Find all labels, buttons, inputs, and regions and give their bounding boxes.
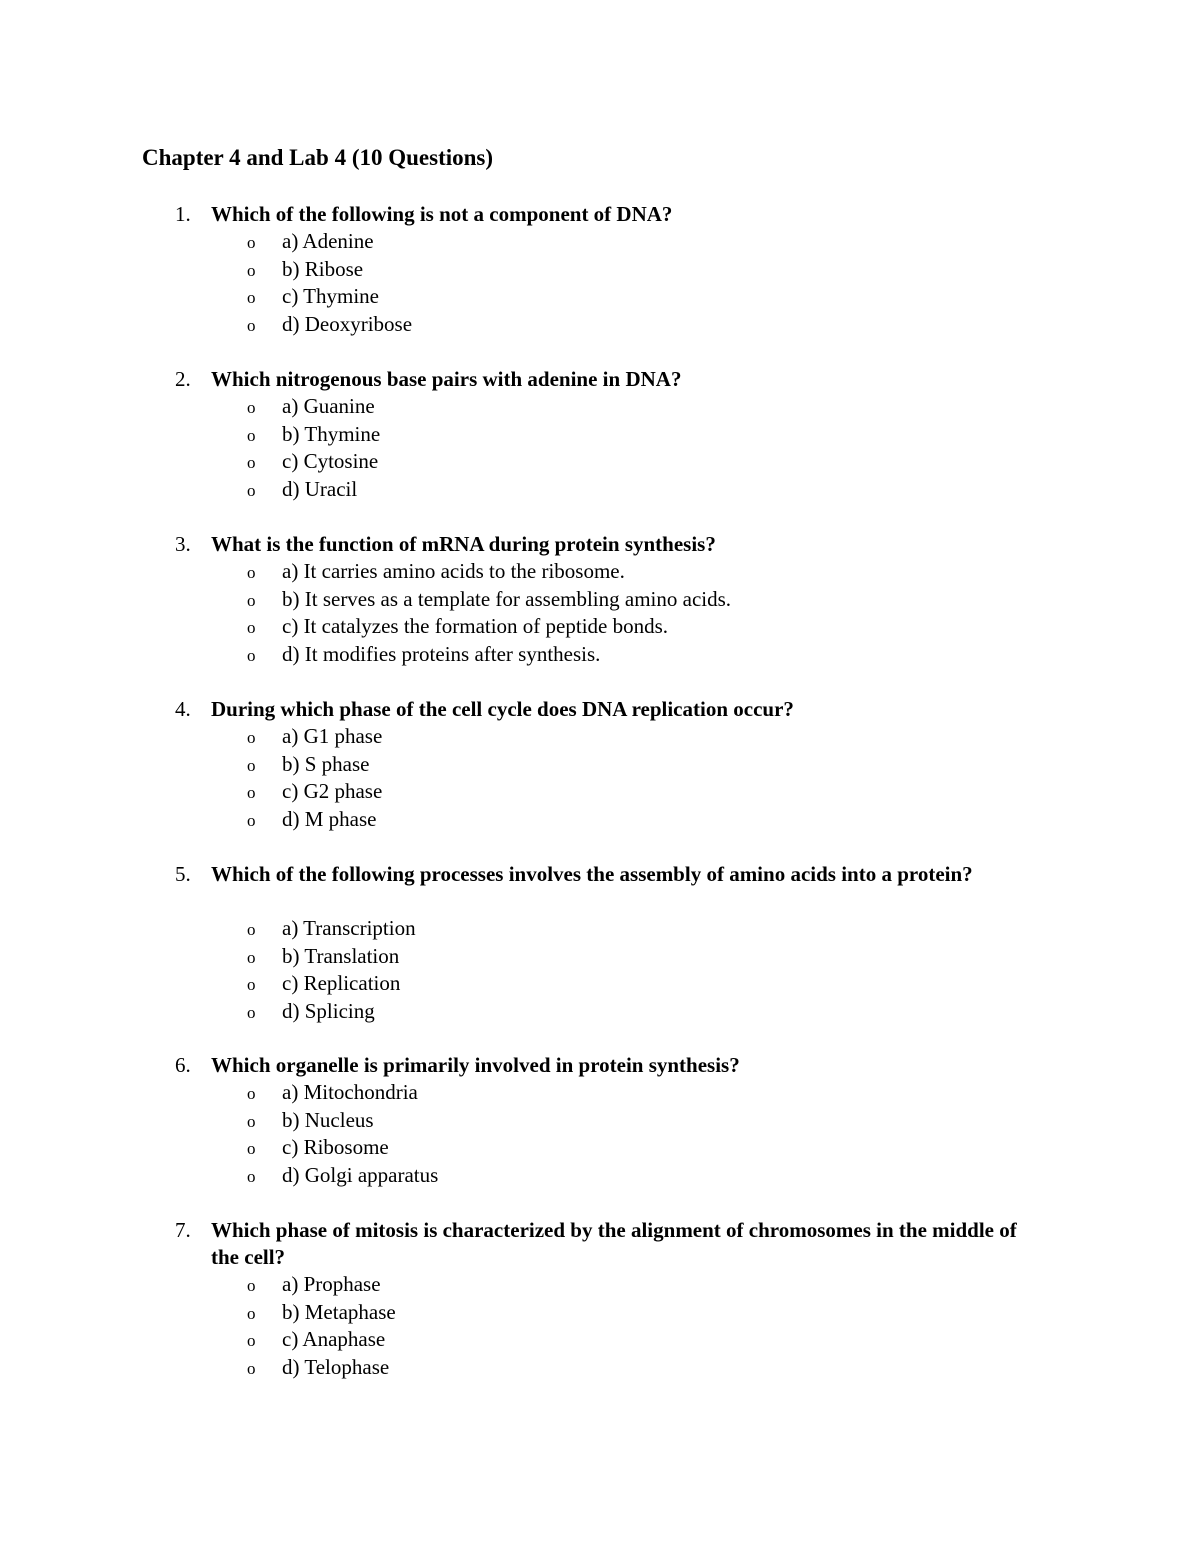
answer-option	[0, 778, 1200, 806]
option-text: c) G2 phase	[282, 779, 383, 804]
option-text: b) Translation	[282, 943, 400, 968]
question-number: 1.	[175, 202, 191, 226]
bullet-icon: o	[247, 233, 256, 252]
option-text: d) Uracil	[282, 477, 358, 502]
answer-option	[0, 283, 1200, 311]
bullet-icon: o	[247, 755, 256, 775]
bullet-icon: o	[247, 618, 256, 638]
option-text: d) Deoxyribose	[282, 312, 413, 337]
option-text: a) G1 phase	[282, 724, 383, 748]
question-number: 2.	[175, 367, 191, 391]
bullet-icon: o	[247, 1276, 256, 1295]
answer-option	[0, 256, 1200, 284]
option-text: b) Nucleus	[282, 1107, 374, 1132]
question-text: During which phase of the cell cycle does DNA replication occur?	[211, 697, 794, 721]
answer-option	[0, 448, 1200, 476]
option-text: c) Replication	[282, 971, 401, 996]
option-text: a) It carries amino acids to the ribosome.	[282, 559, 625, 583]
question-text: Which organelle is primarily involved in protein synthesis?	[211, 1053, 740, 1077]
question-number: 3.	[175, 532, 191, 556]
question-4	[0, 696, 1200, 834]
answer-option	[0, 476, 1200, 504]
bullet-icon: o	[247, 316, 256, 336]
question-number: 5.	[175, 862, 191, 886]
bullet-icon: o	[247, 590, 256, 610]
option-text: a) Transcription	[282, 916, 416, 940]
answer-option	[0, 723, 1200, 751]
question-number: 4.	[175, 697, 191, 721]
bullet-icon: o	[247, 1167, 256, 1187]
bullet-icon: o	[247, 481, 256, 501]
answer-option	[0, 751, 1200, 779]
answer-option	[0, 393, 1200, 421]
answer-option	[0, 311, 1200, 339]
question-number: 7.	[175, 1218, 191, 1242]
answer-option	[0, 1326, 1200, 1354]
option-text: a) Prophase	[282, 1272, 381, 1296]
option-text: b) It serves as a template for assembling amino acids.	[282, 586, 732, 611]
bullet-icon: o	[247, 920, 256, 939]
question-number: 6.	[175, 1053, 191, 1077]
option-text: d) M phase	[282, 807, 377, 832]
option-text: a) Mitochondria	[282, 1080, 418, 1104]
answer-option	[0, 1134, 1200, 1162]
bullet-icon: o	[247, 1003, 256, 1023]
bullet-icon: o	[247, 1084, 256, 1103]
bullet-icon: o	[247, 811, 256, 831]
bullet-icon: o	[247, 453, 256, 473]
bullet-icon: o	[247, 563, 256, 582]
option-text: c) Cytosine	[282, 449, 379, 474]
bullet-icon: o	[247, 728, 256, 747]
bullet-icon: o	[247, 975, 256, 995]
answer-option	[0, 998, 1200, 1026]
option-text: d) It modifies proteins after synthesis.	[282, 642, 601, 667]
answer-option	[0, 421, 1200, 449]
question-3	[0, 531, 1200, 669]
question-1	[0, 201, 1200, 339]
option-text: a) Adenine	[282, 229, 374, 253]
bullet-icon: o	[247, 1359, 256, 1379]
answer-option	[0, 558, 1200, 586]
question-5	[0, 861, 1200, 1026]
option-text: b) Metaphase	[282, 1299, 396, 1324]
answer-option	[0, 1162, 1200, 1190]
answer-option	[0, 1354, 1200, 1382]
option-text: b) Ribose	[282, 256, 364, 281]
option-text: c) It catalyzes the formation of peptide bonds.	[282, 614, 669, 639]
answer-option	[0, 970, 1200, 998]
bullet-icon: o	[247, 288, 256, 308]
option-text: b) S phase	[282, 751, 370, 776]
document-title: Chapter 4 and Lab 4 (10 Questions)	[142, 145, 494, 170]
option-text: c) Thymine	[282, 284, 380, 309]
bullet-icon: o	[247, 1331, 256, 1351]
question-text: Which of the following processes involves the assembly of amino acids into a protein?	[211, 862, 973, 886]
answer-option	[0, 806, 1200, 834]
answer-option	[0, 613, 1200, 641]
option-text: c) Ribosome	[282, 1135, 389, 1160]
answer-option	[0, 1107, 1200, 1135]
answer-option	[0, 915, 1200, 943]
bullet-icon: o	[247, 1139, 256, 1159]
option-text: c) Anaphase	[282, 1327, 386, 1352]
answer-option	[0, 641, 1200, 669]
bullet-icon: o	[247, 646, 256, 666]
option-text: d) Splicing	[282, 999, 375, 1024]
question-text: Which nitrogenous base pairs with adenine in DNA?	[211, 367, 682, 391]
bullet-icon: o	[247, 1111, 256, 1131]
option-text: b) Thymine	[282, 421, 381, 446]
answer-option	[0, 943, 1200, 971]
answer-option	[0, 1271, 1200, 1299]
question-text: Which of the following is not a component of DNA?	[211, 202, 673, 226]
answer-option	[0, 1299, 1200, 1327]
bullet-icon: o	[247, 398, 256, 417]
answer-option	[0, 1079, 1200, 1107]
question-6	[0, 1052, 1200, 1190]
question-7	[0, 1217, 1200, 1382]
option-text: a) Guanine	[282, 394, 375, 418]
option-text: d) Telophase	[282, 1355, 390, 1380]
answer-option	[0, 586, 1200, 614]
option-text: d) Golgi apparatus	[282, 1163, 439, 1188]
bullet-icon: o	[247, 1303, 256, 1323]
question-2	[0, 366, 1200, 504]
answer-option	[0, 228, 1200, 256]
bullet-icon: o	[247, 425, 256, 445]
question-text: What is the function of mRNA during protein synthesis?	[211, 532, 716, 556]
bullet-icon: o	[247, 783, 256, 803]
question-text: Which phase of mitosis is characterized by the alignment of chromosomes in the middle of the cell?	[211, 1218, 1017, 1269]
bullet-icon: o	[247, 260, 256, 280]
bullet-icon: o	[247, 947, 256, 967]
